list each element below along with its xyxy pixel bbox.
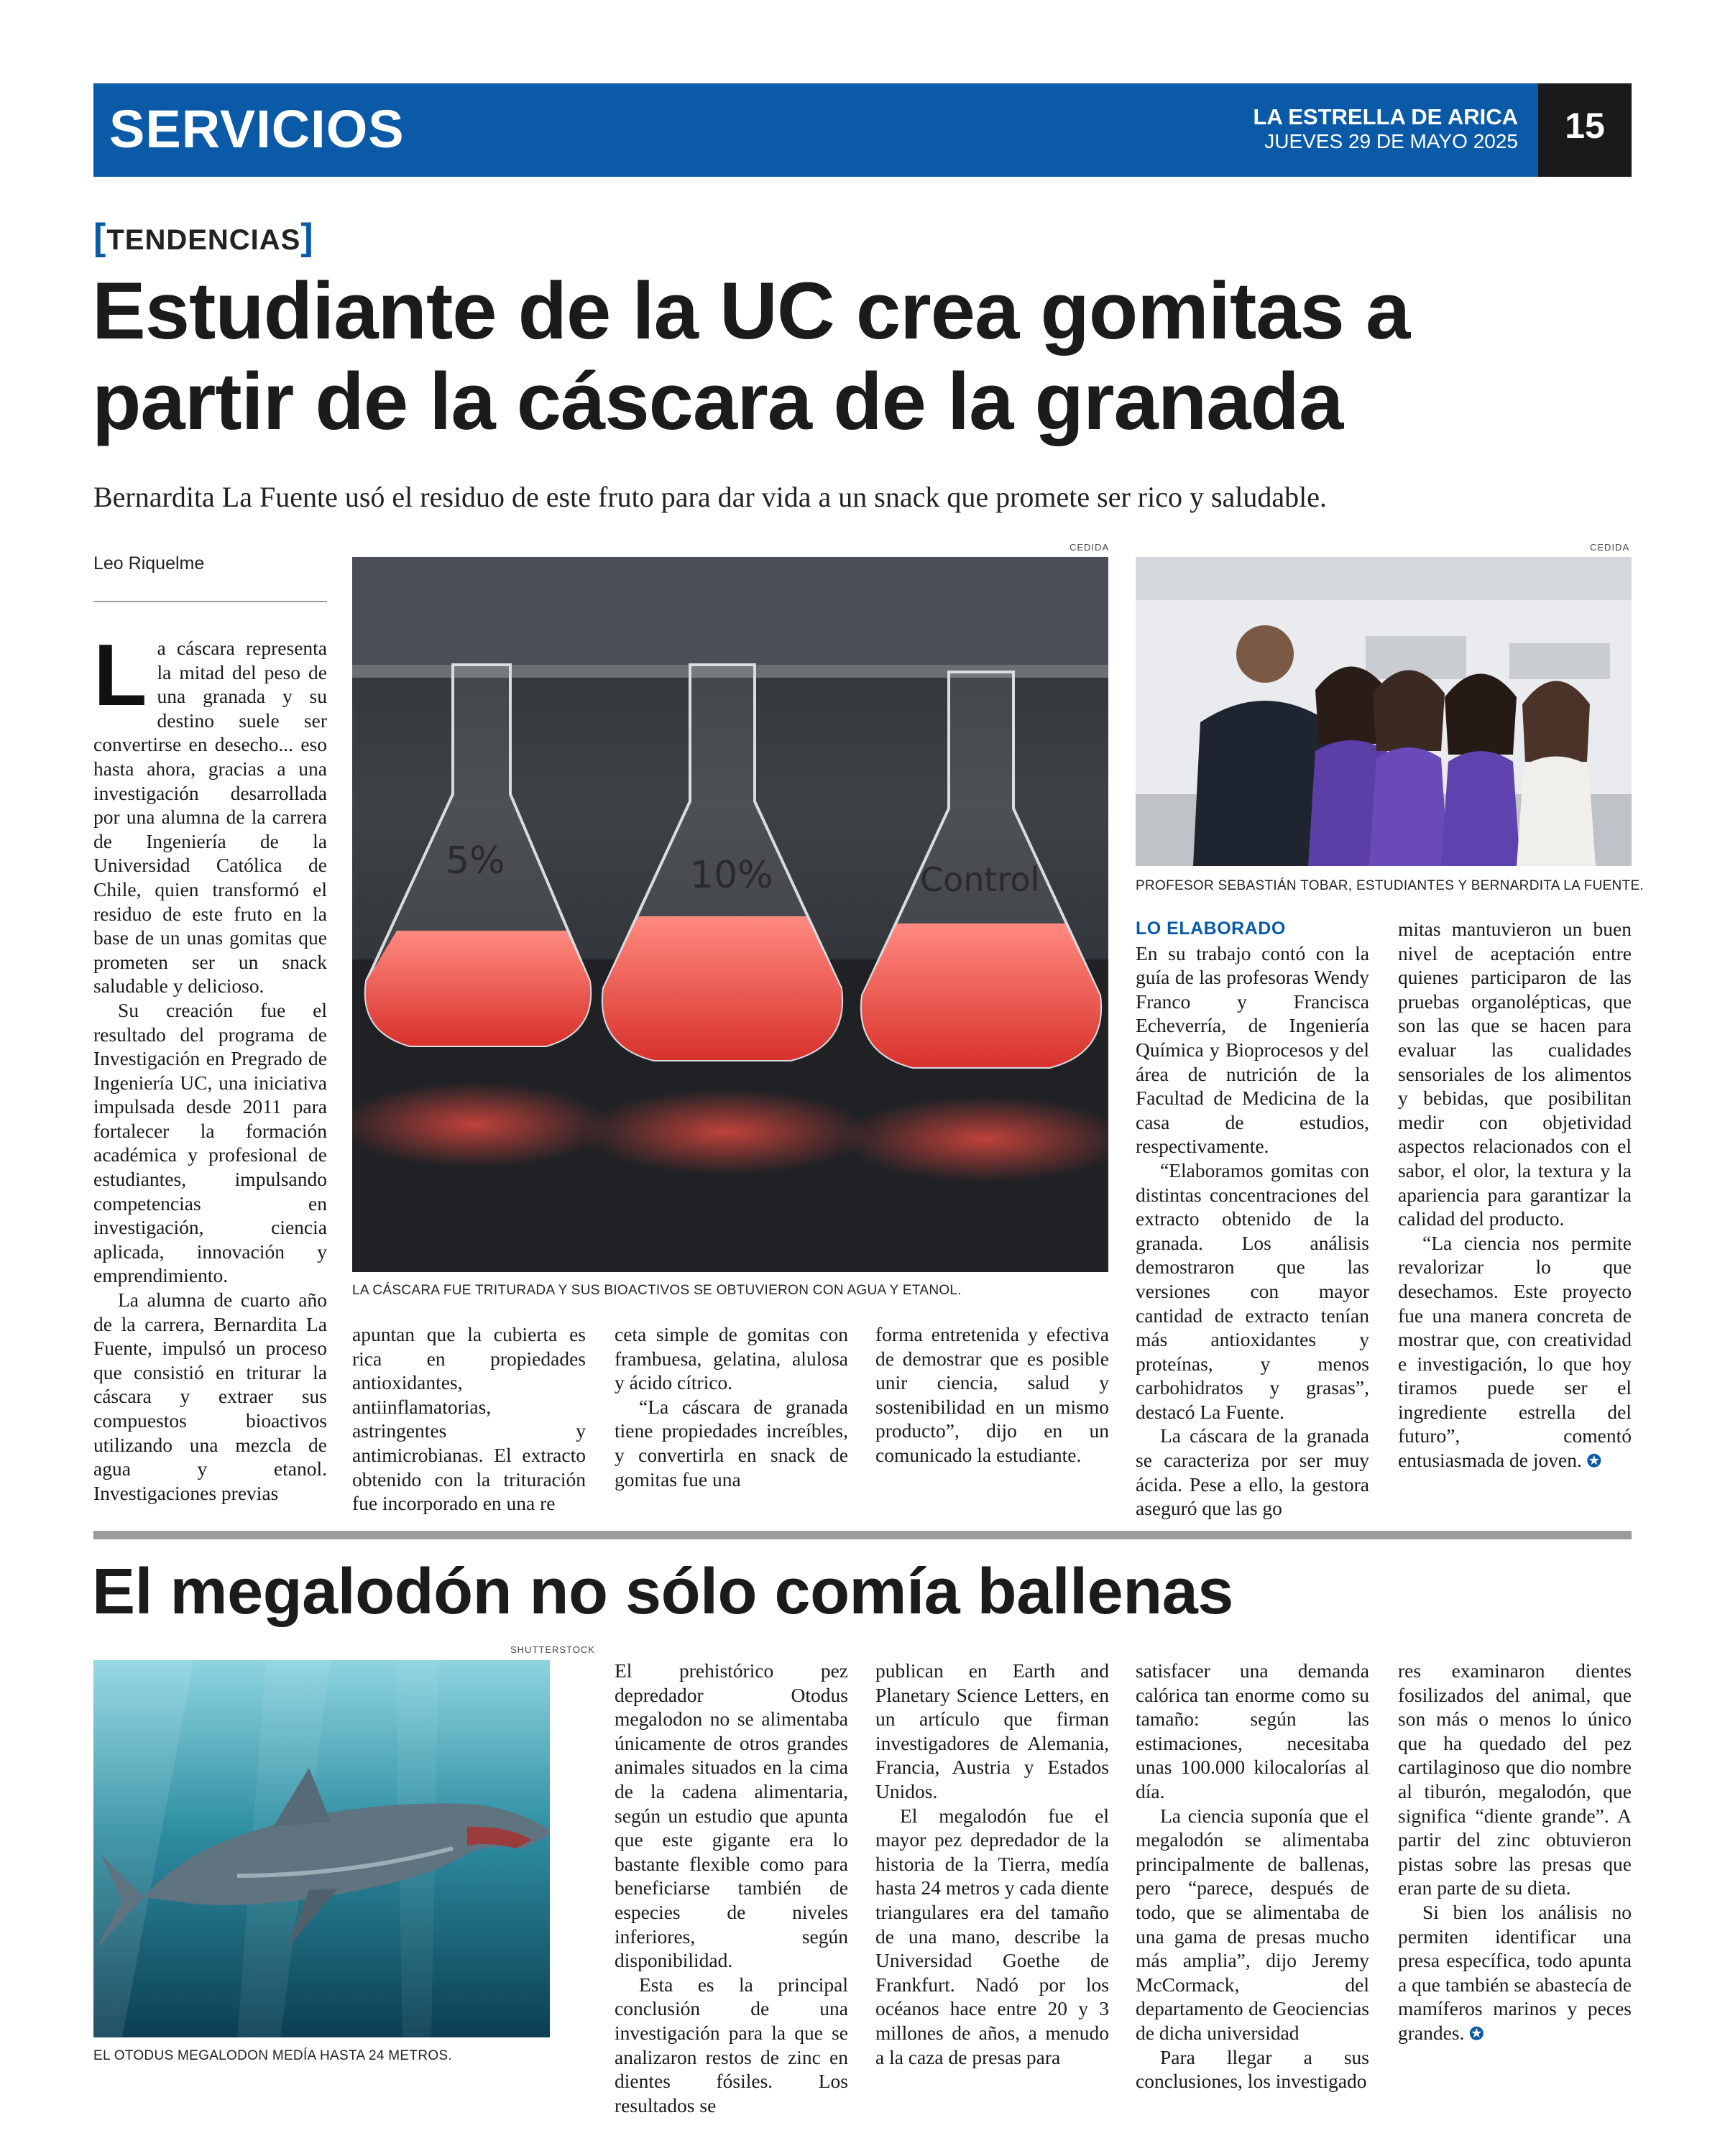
byline-rule	[93, 601, 327, 602]
paragraph: El prehistórico pez depredador Otodus megalodon no se alimentaba únicamente de otros grandes animales situados en la cima de la cadena alimentaria, según un estudio que apunta que este gigante era lo bastante flexible como para beneficiarse también de especies de niveles inferiores, según disponibilidad.	[615, 1659, 848, 1972]
team-illustration	[1136, 557, 1632, 866]
article-column-4	[875, 1322, 1109, 1468]
article2-column-2	[875, 1659, 1109, 2069]
article2-column-4	[1398, 1659, 1632, 2047]
paragraph: mitas mantuvieron un buen nivel de aceptación entre quienes participaron de las pruebas organolépticas, que son las que se hacen para evaluar las cualidades sensoriales de los alimentos y bebidas, que posibilitan medir con objetividad aspectos relacionados con el sabor, el olor, la textura y la apariencia para garantizar la calidad del producto.	[1398, 918, 1632, 1230]
drop-cap: L	[93, 626, 147, 724]
paragraph: En su trabajo contó con la guía de las profesoras Wendy Franco y Francisca Echeverría, de Ingeniería Química y Bioprocesos y del área de nutrición de la Facultad de Medicina de la casa de estudios, respectivamente.	[1136, 941, 1369, 1158]
article-headline: El megalodón no sólo comía ballenas	[92, 1556, 1233, 1628]
paragraph: publican en Earth and Planetary Science Letters, en un artículo que firman investigadores de Alemania, Francia, Austria y Estados Unidos.	[875, 1659, 1109, 1802]
paragraph: ceta simple de gomitas con frambuesa, gelatina, alulosa y ácido cítrico.	[615, 1323, 848, 1394]
paragraph: “La cáscara de granada tiene propiedades increíbles, y convertirla en snack de gomitas fue una	[615, 1395, 848, 1491]
paragraph: res examinaron dientes fosilizados del animal, que son más o menos lo único que ha quedado del pez cartilaginoso que dio nombre al tiburón, megalodón, que significa “diente grande”. A partir del zinc obtuvieron pistas sobre las presas que eran parte de su dieta.	[1398, 1659, 1632, 1899]
kicker-label: TENDENCIAS	[106, 224, 301, 256]
flasks-photo	[352, 557, 1108, 1272]
person-student	[1369, 671, 1448, 867]
photo-caption: LA CÁSCARA FUE TRITURADA Y SUS BIOACTIVOS SE OBTUVIERON CON AGUA Y ETANOL.	[352, 1283, 962, 1298]
flasks-illustration	[352, 557, 1108, 1272]
paragraph: Si bien los análisis no permiten identificar una presa específica, todo apunta a que también se abastecía de mamíferos marinos y peces grandes.	[1398, 1900, 1632, 2044]
paragraph: La cáscara de la granada se caracteriza por ser muy ácida. Pese a ello, la gestora aseguró que las go	[1136, 1424, 1369, 1520]
newspaper-name: LA ESTRELLA DE ARICA	[1253, 104, 1518, 129]
flask-label: 5%	[446, 839, 505, 883]
end-mark-icon: ✪	[1586, 1452, 1601, 1472]
photo-credit: CEDIDA	[1070, 542, 1110, 553]
article-subheadline: Bernardita La Fuente usó el residuo de este fruto para dar vida a un snack que promete ser rico y saludable.	[93, 481, 1328, 513]
paragraph: apuntan que la cubierta es rica en propiedades antioxidantes, antiinflamatorias, astringentes y antimicrobianas. El extracto obtenido con la trituración fue incorporado en una re	[352, 1323, 586, 1515]
section-title: SERVICIOS	[109, 99, 405, 159]
megalodon-photo	[93, 1660, 550, 2037]
paragraph: El megalodón fue el mayor pez depredador de la historia de la Tierra, medía hasta 24 metros y cada diente triangulares era del tamaño de una mano, describe la Universidad Goethe de Frankfurt. Nadó por los océanos hace entre 20 y 3 millones de años, a menudo a la caza de presas para	[875, 1804, 1109, 2068]
paragraph: La alumna de cuarto año de la carrera, Bernardita La Fuente, impulsó un proceso que consistió en triturar la cáscara y extraer sus compuestos bioactivos utilizando una mezcla de agua y etanol. Investigaciones previas	[93, 1289, 327, 1504]
article-column-5	[1136, 917, 1369, 1521]
paragraph: a cáscara representa la mitad del peso de una granada y su destino suele ser convertirse en desecho... eso hasta ahora, gracias a una investigación desarrollada por una alumna de la carrera de Ingeniería de la Universidad Católica de Chile, quien transformó el residuo de este fruto en la base de un unas gomitas que prometen ser un snack saludable y delicioso.	[93, 637, 327, 998]
article-column-1	[93, 626, 327, 1505]
article-headline: Estudiante de la UC crea gomitas a partir de la cáscara de la granada	[92, 266, 1410, 446]
paragraph: “Elaboramos gomitas con distintas concentraciones del extracto obtenido de la granada. Los análisis demostraron que las versiones con mayor cantidad de extracto tenían más antioxidantes y proteínas, y menos carbohidratos y grasas”, destacó La Fuente.	[1136, 1158, 1369, 1423]
photo-credit: CEDIDA	[1590, 542, 1630, 553]
person-bernardita	[1517, 681, 1596, 867]
paragraph: “La ciencia nos permite revalorizar lo que desechamos. Este proyecto fue una manera concreta de mostrar que, con creatividad e investigación, lo que hoy tiramos puede ser el ingrediente estrella del futuro”, comentó entusiasmada de joven.	[1398, 1231, 1632, 1472]
article2-column-3	[1136, 1659, 1369, 2093]
article-column-3	[615, 1322, 848, 1491]
article2-column-1	[615, 1659, 848, 2117]
section-subhead: LO ELABORADO	[1136, 918, 1286, 939]
flask-label: Control	[920, 860, 1040, 899]
section-header	[93, 83, 1632, 177]
paragraph: La ciencia suponía que el megalodón se alimentaba principalmente de ballenas, pero “parece, después de todo, que se alimentaba de una gama de presas mucho más amplia”, dijo Jeremy McCormack, del departamento de Geociencias de dicha universidad	[1136, 1804, 1369, 2044]
paragraph: forma entretenida y efectiva de demostrar que es posible unir ciencia, salud y sostenibilidad en un mismo producto”, dijo en un comunicado la estudiante.	[875, 1323, 1109, 1466]
page-number: 15	[1565, 106, 1605, 146]
megalodon-illustration	[93, 1660, 550, 2037]
photo-credit: SHUTTERSTOCK	[510, 1644, 595, 1655]
team-photo	[1136, 557, 1632, 866]
page-number-box	[1538, 83, 1632, 177]
article-column-2	[352, 1322, 586, 1516]
person-student	[1441, 674, 1520, 867]
photo-caption: EL OTODUS MEGALODON MEDÍA HASTA 24 METROS.	[93, 2048, 452, 2063]
article-kicker: [TENDENCIAS]	[93, 216, 314, 258]
paragraph: Esta es la principal conclusión de una investigación para la que se analizaron restos de zinc en dientes fósiles. Los resultados se	[615, 1973, 848, 2116]
photo-caption: PROFESOR SEBASTIÁN TOBAR, ESTUDIANTES Y BERNARDITA LA FUENTE.	[1136, 878, 1644, 893]
end-mark-icon: ✪	[1469, 2024, 1484, 2044]
article-column-6	[1398, 917, 1632, 1475]
article-divider	[93, 1531, 1632, 1539]
byline: Leo Riquelme	[93, 553, 205, 573]
paragraph: Su creación fue el resultado del programa de Investigación en Pregrado de Ingeniería UC, una iniciativa impulsada desde 2011 para fortalecer la formación académica y profesional de estudiantes, impulsando competencias en investigación, ciencia aplicada, innovación y emprendimiento.	[93, 998, 327, 1287]
flask-label: 10%	[690, 854, 773, 897]
paragraph: satisfacer una demanda calórica tan enorme como su tamaño: según las estimaciones, necesitaba unas 100.000 kilocalorías al día.	[1136, 1659, 1369, 1802]
issue-date: JUEVES 29 DE MAYO 2025	[1264, 130, 1518, 152]
paragraph: Para llegar a sus conclusiones, los investigado	[1136, 2045, 1369, 2093]
